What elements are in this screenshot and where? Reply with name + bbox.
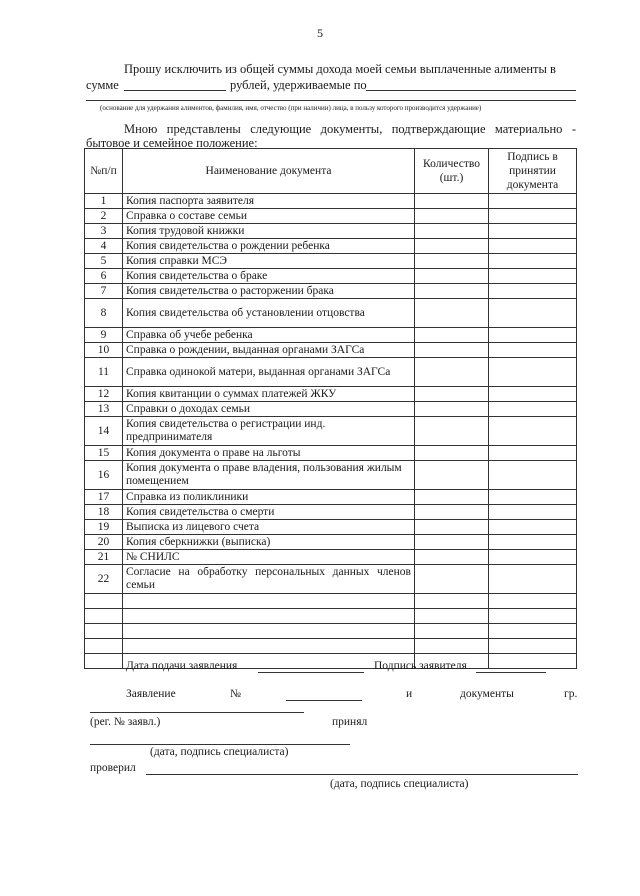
empty-cell[interactable] bbox=[123, 594, 415, 609]
signature-cell[interactable] bbox=[489, 490, 577, 505]
empty-table-row bbox=[85, 639, 577, 654]
empty-cell[interactable] bbox=[85, 609, 123, 624]
quantity-cell[interactable] bbox=[415, 239, 489, 254]
table-row bbox=[85, 520, 577, 535]
signature-cell[interactable] bbox=[489, 209, 577, 224]
document-name: Копия трудовой книжки bbox=[123, 224, 415, 239]
row-number: 1 bbox=[85, 194, 123, 209]
row-number: 17 bbox=[85, 490, 123, 505]
table-row bbox=[85, 387, 577, 402]
page-number: 5 bbox=[317, 26, 323, 40]
intro-line1-text: Мною представлены следующие документы, подтверждающие материально - bbox=[124, 122, 576, 136]
quantity-cell[interactable] bbox=[415, 550, 489, 565]
quantity-cell[interactable] bbox=[415, 299, 489, 328]
row-number: 19 bbox=[85, 520, 123, 535]
checked-label: проверил bbox=[90, 762, 136, 774]
empty-table-row bbox=[85, 609, 577, 624]
alimony-sum-label: сумме bbox=[86, 78, 119, 92]
document-name: Выписка из лицевого счета bbox=[123, 520, 415, 535]
document-name: Копия свидетельства о смерти bbox=[123, 505, 415, 520]
statement-number-field[interactable] bbox=[286, 700, 362, 701]
quantity-cell[interactable] bbox=[415, 224, 489, 239]
accepted-sign-field[interactable] bbox=[90, 744, 350, 745]
document-name: Копия документа о праве на льготы bbox=[123, 446, 415, 461]
empty-cell[interactable] bbox=[85, 624, 123, 639]
table-row bbox=[85, 358, 577, 387]
document-name: Копия квитанции о суммах платежей ЖКУ bbox=[123, 387, 415, 402]
row-number: 9 bbox=[85, 328, 123, 343]
documents-word: документы bbox=[460, 688, 514, 700]
signature-cell[interactable] bbox=[489, 328, 577, 343]
alimony-sum-field[interactable] bbox=[124, 90, 226, 91]
quantity-cell[interactable] bbox=[415, 328, 489, 343]
signature-cell[interactable] bbox=[489, 402, 577, 417]
table-row bbox=[85, 535, 577, 550]
row-number: 2 bbox=[85, 209, 123, 224]
table-row bbox=[85, 269, 577, 284]
date-field[interactable] bbox=[258, 672, 364, 673]
col-header-name: Наименование документа bbox=[123, 149, 415, 194]
table-row bbox=[85, 254, 577, 269]
signature-cell[interactable] bbox=[489, 269, 577, 284]
empty-cell[interactable] bbox=[489, 624, 577, 639]
signature-cell[interactable] bbox=[489, 446, 577, 461]
row-number: 6 bbox=[85, 269, 123, 284]
table-row bbox=[85, 417, 577, 446]
empty-cell[interactable] bbox=[415, 594, 489, 609]
row-number: 21 bbox=[85, 550, 123, 565]
row-number: 5 bbox=[85, 254, 123, 269]
empty-cell[interactable] bbox=[415, 639, 489, 654]
document-name: Справка одинокой матери, выданная органами ЗАГСа bbox=[123, 358, 415, 387]
empty-cell[interactable] bbox=[85, 639, 123, 654]
empty-cell[interactable] bbox=[489, 639, 577, 654]
signature-cell[interactable] bbox=[489, 520, 577, 535]
document-name: Справка об учебе ребенка bbox=[123, 328, 415, 343]
document-name: № СНИЛС bbox=[123, 550, 415, 565]
document-name: Копия сберкнижки (выписка) bbox=[123, 535, 415, 550]
quantity-cell[interactable] bbox=[415, 446, 489, 461]
document-name: Копия свидетельства о браке bbox=[123, 269, 415, 284]
quantity-cell[interactable] bbox=[415, 358, 489, 387]
intro-line2: бытовое и семейное положение: bbox=[86, 136, 258, 150]
table-row bbox=[85, 461, 577, 490]
citizen-name-field[interactable] bbox=[90, 712, 304, 713]
document-name: Копия паспорта заявителя bbox=[123, 194, 415, 209]
col-header-qty: Количество (шт.) bbox=[415, 149, 489, 194]
table-row bbox=[85, 402, 577, 417]
quantity-cell[interactable] bbox=[415, 269, 489, 284]
date-label: Дата подачи заявления bbox=[126, 660, 238, 672]
table-row bbox=[85, 565, 577, 594]
row-number: 14 bbox=[85, 417, 123, 446]
signature-cell[interactable] bbox=[489, 417, 577, 446]
signature-cell[interactable] bbox=[489, 505, 577, 520]
document-name: Справка о рождении, выданная органами ЗАГСа bbox=[123, 343, 415, 358]
statement-word: Заявление bbox=[126, 688, 176, 700]
document-name: Копия свидетельства о регистрации инд. предпринимателя bbox=[123, 417, 415, 446]
quantity-cell[interactable] bbox=[415, 417, 489, 446]
document-name: Копия свидетельства о рождении ребенка bbox=[123, 239, 415, 254]
signature-cell[interactable] bbox=[489, 565, 577, 594]
col-header-num: №п/п bbox=[85, 149, 123, 194]
table-row bbox=[85, 194, 577, 209]
sign-field[interactable] bbox=[476, 672, 546, 673]
quantity-cell[interactable] bbox=[415, 387, 489, 402]
row-number: 22 bbox=[85, 565, 123, 594]
signature-cell[interactable] bbox=[489, 387, 577, 402]
signature-cell[interactable] bbox=[489, 343, 577, 358]
table-row bbox=[85, 299, 577, 328]
col-header-sign: Подпись в принятии документа bbox=[489, 149, 577, 194]
row-number: 11 bbox=[85, 358, 123, 387]
empty-cell[interactable] bbox=[489, 654, 577, 669]
row-number: 10 bbox=[85, 343, 123, 358]
quantity-cell[interactable] bbox=[415, 209, 489, 224]
row-number: 18 bbox=[85, 505, 123, 520]
table-row bbox=[85, 209, 577, 224]
document-name: Справка о составе семьи bbox=[123, 209, 415, 224]
signature-cell[interactable] bbox=[489, 239, 577, 254]
statement-number-sign: № bbox=[230, 688, 241, 700]
empty-cell[interactable] bbox=[85, 594, 123, 609]
quantity-cell[interactable] bbox=[415, 284, 489, 299]
checked-sign-field[interactable] bbox=[146, 774, 578, 775]
table-row bbox=[85, 328, 577, 343]
table-row bbox=[85, 239, 577, 254]
table-row bbox=[85, 505, 577, 520]
table-row bbox=[85, 490, 577, 505]
document-name: Копия документа о праве владения, пользования жилым помещением bbox=[123, 461, 415, 490]
quantity-cell[interactable] bbox=[415, 402, 489, 417]
intro-line1 bbox=[86, 122, 576, 137]
specialist-caption-2: (дата, подпись специалиста) bbox=[330, 778, 469, 790]
quantity-cell[interactable] bbox=[415, 461, 489, 490]
document-name: Копия свидетельства о расторжении брака bbox=[123, 284, 415, 299]
table-row bbox=[85, 550, 577, 565]
document-name: Справка из поликлиники bbox=[123, 490, 415, 505]
empty-cell[interactable] bbox=[415, 609, 489, 624]
alimony-basis-field-end[interactable] bbox=[366, 90, 576, 91]
signature-cell[interactable] bbox=[489, 358, 577, 387]
row-number: 15 bbox=[85, 446, 123, 461]
alimony-text-line1: Прошу исключить из общей суммы дохода моей семьи выплаченные алименты в bbox=[124, 62, 556, 76]
signature-cell[interactable] bbox=[489, 254, 577, 269]
row-number: 20 bbox=[85, 535, 123, 550]
signature-cell[interactable] bbox=[489, 284, 577, 299]
citizen-abbrev: гр. bbox=[564, 688, 578, 700]
alimony-basis-field[interactable] bbox=[86, 100, 576, 101]
signature-cell[interactable] bbox=[489, 194, 577, 209]
row-number: 13 bbox=[85, 402, 123, 417]
document-name: Копия справки МСЭ bbox=[123, 254, 415, 269]
row-number: 7 bbox=[85, 284, 123, 299]
table-row bbox=[85, 446, 577, 461]
documents-table bbox=[84, 148, 577, 669]
signature-cell[interactable] bbox=[489, 461, 577, 490]
empty-cell[interactable] bbox=[489, 609, 577, 624]
signature-cell[interactable] bbox=[489, 550, 577, 565]
reg-number-label: (рег. № заявл.) bbox=[90, 716, 161, 728]
row-number: 8 bbox=[85, 299, 123, 328]
accepted-label: принял bbox=[332, 716, 368, 728]
empty-table-row bbox=[85, 624, 577, 639]
alimony-basis-caption: (основание для удержания алиментов, фамилия, имя, отчество (при наличии) лица, в пользу которого производится удержание) bbox=[100, 104, 482, 112]
empty-cell[interactable] bbox=[123, 624, 415, 639]
table-row bbox=[85, 343, 577, 358]
sign-label: Подпись заявителя bbox=[374, 660, 467, 672]
quantity-cell[interactable] bbox=[415, 565, 489, 594]
specialist-caption-1: (дата, подпись специалиста) bbox=[150, 746, 289, 758]
row-number: 12 bbox=[85, 387, 123, 402]
quantity-cell[interactable] bbox=[415, 194, 489, 209]
and-word: и bbox=[406, 688, 413, 700]
row-number: 16 bbox=[85, 461, 123, 490]
quantity-cell[interactable] bbox=[415, 520, 489, 535]
empty-cell[interactable] bbox=[489, 594, 577, 609]
quantity-cell[interactable] bbox=[415, 535, 489, 550]
table-row bbox=[85, 224, 577, 239]
signature-cell[interactable] bbox=[489, 299, 577, 328]
quantity-cell[interactable] bbox=[415, 505, 489, 520]
empty-cell[interactable] bbox=[123, 639, 415, 654]
document-name: Согласие на обработку персональных данных членов семьи bbox=[123, 565, 415, 594]
quantity-cell[interactable] bbox=[415, 490, 489, 505]
empty-table-row bbox=[85, 594, 577, 609]
document-name: Копия свидетельства об установлении отцовства bbox=[123, 299, 415, 328]
alimony-withheld-label: рублей, удерживаемые по bbox=[230, 78, 367, 92]
signature-cell[interactable] bbox=[489, 535, 577, 550]
row-number: 3 bbox=[85, 224, 123, 239]
signature-cell[interactable] bbox=[489, 224, 577, 239]
quantity-cell[interactable] bbox=[415, 254, 489, 269]
table-row bbox=[85, 284, 577, 299]
document-name: Справки о доходах семьи bbox=[123, 402, 415, 417]
quantity-cell[interactable] bbox=[415, 343, 489, 358]
row-number: 4 bbox=[85, 239, 123, 254]
empty-cell[interactable] bbox=[85, 654, 123, 669]
empty-cell[interactable] bbox=[415, 624, 489, 639]
empty-cell[interactable] bbox=[123, 609, 415, 624]
